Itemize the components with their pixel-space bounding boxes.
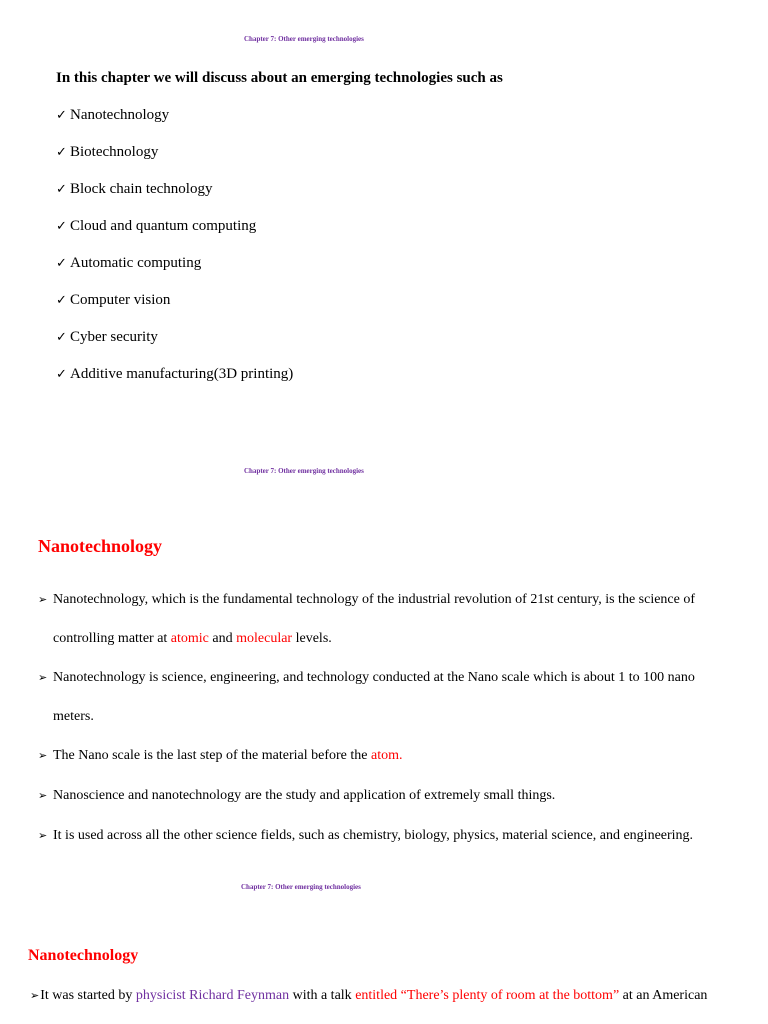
list-item-label: Cloud and quantum computing xyxy=(70,218,257,234)
arrow-bullet-icon: ➢ xyxy=(38,749,48,762)
text-run: levels. xyxy=(292,631,332,646)
list-item xyxy=(38,736,738,775)
bullet-text: The Nano scale is the last step of the material before the xyxy=(53,748,371,763)
checkmark-icon: ✓ xyxy=(56,145,67,160)
highlight-atomic: atomic xyxy=(170,631,209,646)
list-item xyxy=(56,329,293,366)
list-item xyxy=(56,107,293,144)
page1-intro-heading: In this chapter we will discuss about an emerging technologies such as xyxy=(56,70,503,86)
checkmark-icon: ✓ xyxy=(56,330,67,345)
list-item-label: Additive manufacturing(3D printing) xyxy=(70,366,294,382)
list-item xyxy=(38,776,738,815)
arrow-bullet-icon: ➢ xyxy=(38,593,48,606)
highlight-talk-title: entitled “There’s plenty of room at the bottom” xyxy=(355,988,620,1003)
bullet-text: It is used across all the other science fields, such as chemistry, biology, physics, material science, and engineering. xyxy=(53,828,694,843)
arrow-bullet-icon: ➢ xyxy=(38,829,48,842)
text-run: with a talk xyxy=(289,988,356,1003)
list-item xyxy=(56,144,293,181)
page2-section-title: Nanotechnology xyxy=(38,536,163,556)
bullet-text: Nanoscience and nanotechnology are the study and application of extremely small things. xyxy=(53,788,556,803)
text-run: and xyxy=(208,631,237,646)
highlight-atom: atom. xyxy=(371,748,403,763)
page3-section-title: Nanotechnology xyxy=(28,947,139,964)
list-item xyxy=(56,292,293,329)
list-item xyxy=(56,255,293,292)
page3-running-header: Chapter 7: Other emerging technologies xyxy=(241,883,361,891)
highlight-person: physicist Richard Feynman xyxy=(135,988,290,1003)
list-item xyxy=(38,658,738,736)
page1-topic-list xyxy=(56,107,293,403)
bullet-continuation: meters. xyxy=(53,709,94,724)
bullet-text: Nanotechnology, which is the fundamental technology of the industrial revolution of 21st century, is the science of xyxy=(53,592,696,607)
text-run: It was started by xyxy=(40,988,136,1003)
arrow-bullet-icon: ➢ xyxy=(38,789,48,802)
arrow-bullet-icon: ➢ xyxy=(30,989,40,1002)
list-item xyxy=(38,816,738,855)
page2-bullet-list xyxy=(38,580,738,855)
page2-running-header: Chapter 7: Other emerging technologies xyxy=(244,467,364,475)
page3-paragraph xyxy=(30,988,707,1004)
list-item-label: Biotechnology xyxy=(70,144,159,160)
list-item-label: Nanotechnology xyxy=(70,107,170,123)
list-item-label: Cyber security xyxy=(70,329,158,345)
text-run: controlling matter at xyxy=(53,631,171,646)
list-item xyxy=(38,580,738,658)
checkmark-icon: ✓ xyxy=(56,219,67,234)
bullet-text: Nanotechnology is science, engineering, and technology conducted at the Nano scale which is about 1 to 100 nano xyxy=(53,670,695,685)
arrow-bullet-icon: ➢ xyxy=(38,671,48,684)
page1-running-header: Chapter 7: Other emerging technologies xyxy=(244,35,364,43)
bullet-continuation xyxy=(53,619,738,658)
checkmark-icon: ✓ xyxy=(56,367,67,382)
checkmark-icon: ✓ xyxy=(56,256,67,271)
list-item xyxy=(56,218,293,255)
checkmark-icon: ✓ xyxy=(56,108,67,123)
checkmark-icon: ✓ xyxy=(56,293,67,308)
list-item-label: Automatic computing xyxy=(70,255,202,271)
list-item xyxy=(56,181,293,218)
list-item xyxy=(56,366,293,403)
list-item-label: Block chain technology xyxy=(70,181,213,197)
highlight-molecular: molecular xyxy=(236,631,293,646)
checkmark-icon: ✓ xyxy=(56,182,67,197)
text-run: at an American xyxy=(619,988,708,1003)
list-item-label: Computer vision xyxy=(70,292,171,308)
